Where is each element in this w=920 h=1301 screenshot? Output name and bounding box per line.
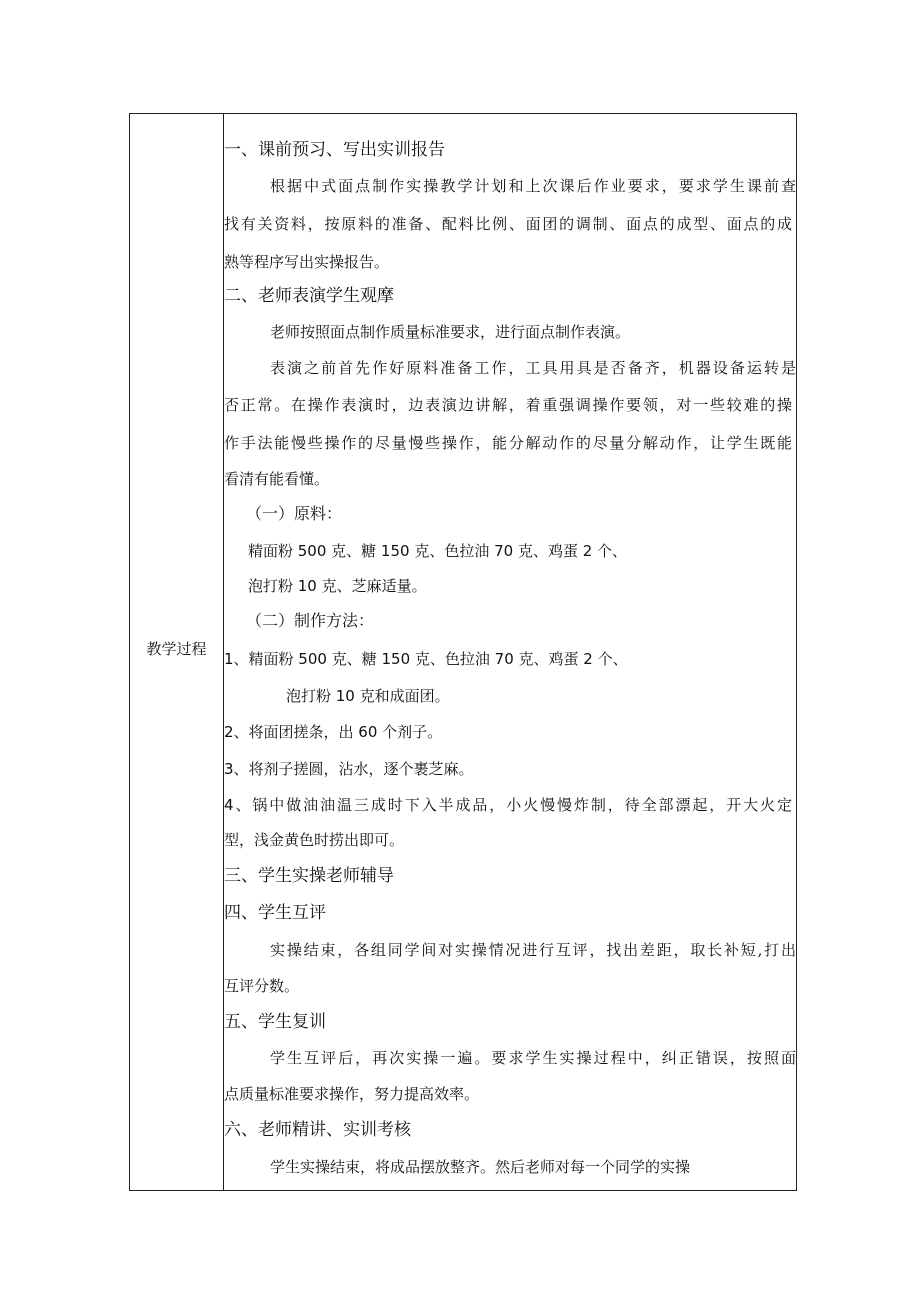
paragraph-line: 根据中式面点制作实操教学计划和上次课后作业要求，要求学生课前查 [270,177,796,195]
paragraph-line: 老师按照面点制作质量标准要求，进行面点制作表演。 [270,323,631,341]
heading-2: 二、老师表演学生观摩 [224,286,394,306]
method-step: 2、将面团搓条，出 60 个剂子。 [224,723,443,741]
method-step: 3、将剂子搓圆，沾水，逐个裹芝麻。 [224,760,474,778]
subheading-method: （二）制作方法： [246,611,375,630]
paragraph-line: 找有关资料，按原料的准备、配料比例、面团的调制、面点的成型、面点的成 [224,215,792,233]
subheading-ingredients: （一）原料： [246,504,343,523]
paragraph-line: 熟等程序写出实操报告。 [224,253,390,271]
paragraph-line: 互评分数。 [224,977,300,995]
heading-3: 三、学生实操老师辅导 [224,866,394,886]
method-step: 4、锅中做油油温三成时下入半成品，小火慢慢炸制，待全部漂起，开大火定 [224,796,792,814]
paragraph-line: 看清有能看懂。 [224,470,330,488]
content-cell [224,114,798,1190]
method-step-continued: 泡打粉 10 克和成面团。 [286,687,450,705]
heading-1: 一、课前预习、写出实训报告 [224,140,445,160]
paragraph-line: 否正常。在操作表演时，边表演边讲解，着重强调操作要领，对一些较难的操 [224,396,792,414]
paragraph-line: 作手法能慢些操作的尽量慢些操作，能分解动作的尽量分解动作，让学生既能 [224,434,792,452]
heading-5: 五、学生复训 [224,1012,326,1032]
paragraph-line: 点质量标准要求操作，努力提高效率。 [224,1085,480,1103]
paragraph-line: 学生互评后，再次实操一遍。要求学生实操过程中，纠正错误，按照面 [270,1049,796,1067]
paragraph-line: 实操结束，各组同学间对实操情况进行互评，找出差距，取长补短,打出 [270,941,796,959]
row-label: 教学过程 [146,640,207,658]
method-step-continued: 型，浅金黄色时捞出即可。 [224,831,405,849]
ingredient-line: 精面粉 500 克、糖 150 克、色拉油 70 克、鸡蛋 2 个、 [248,542,628,560]
lesson-table [129,113,797,1191]
label-cell [130,114,223,1190]
ingredient-line: 泡打粉 10 克、芝麻适量。 [248,577,427,595]
method-step: 1、精面粉 500 克、糖 150 克、色拉油 70 克、鸡蛋 2 个、 [224,650,628,668]
heading-4: 四、学生互评 [224,903,326,923]
paragraph-line: 学生实操结束，将成品摆放整齐。然后老师对每一个同学的实操 [270,1158,691,1176]
paragraph-line: 表演之前首先作好原料准备工作，工具用具是否备齐，机器设备运转是 [270,359,796,377]
heading-6: 六、老师精讲、实训考核 [224,1120,411,1140]
